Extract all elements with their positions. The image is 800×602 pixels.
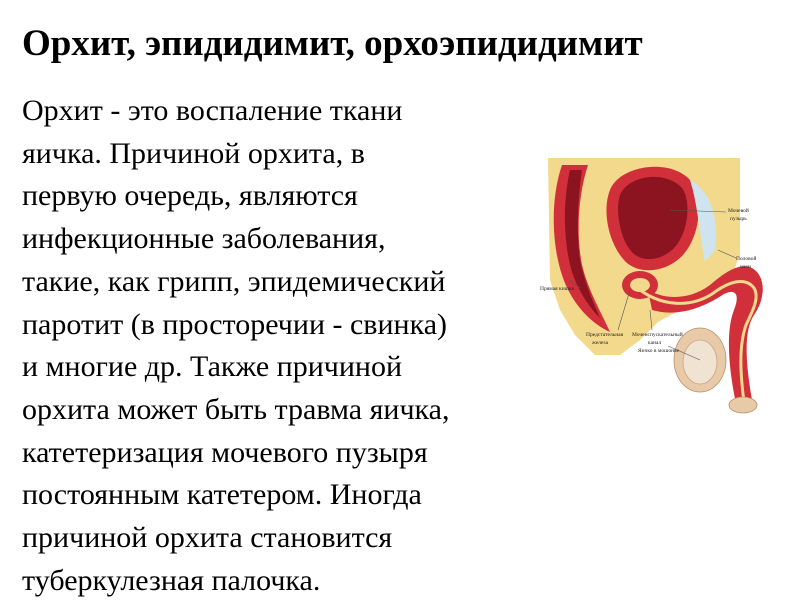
label-bladder-line1: Мочевой <box>728 208 749 214</box>
label-urethra-line1: Мочеиспускательный <box>632 332 683 338</box>
body-line: катетеризация мочевого пузыря <box>22 435 428 469</box>
body-line: первую очередь, являются <box>22 179 358 213</box>
anatomy-drawing <box>540 150 776 418</box>
body-line: яичка. Причиной орхита, в <box>22 136 365 170</box>
label-penis-line1: Половой <box>736 256 757 262</box>
body-line: такие, как грипп, эпидемический <box>22 264 446 298</box>
label-rectum: Прямая кишка <box>540 286 574 292</box>
slide-title: Орхит, эпидидимит, орхоэпидидимит <box>22 23 643 64</box>
body-line: постоянным катетером. Иногда <box>22 478 422 512</box>
label-penis-line2: член <box>740 264 751 270</box>
body-line: орхита может быть травма яичка, <box>22 392 450 426</box>
body-text <box>22 90 449 602</box>
label-prostate-line2: железа <box>592 340 609 346</box>
label-urethra-line2: канал <box>648 340 662 346</box>
body-line: Орхит - это воспаление ткани <box>22 94 403 127</box>
prostate-inner <box>630 278 650 292</box>
body-line: паротит (в просторечии - свинка) <box>22 307 448 341</box>
body-line: инфекционные заболевания, <box>22 222 386 256</box>
glans <box>729 397 757 413</box>
label-prostate-line1: Предстательная <box>586 332 624 338</box>
body-line: и многие др. Также причиной <box>22 350 403 384</box>
label-testicle: Яичко в мошонке <box>638 348 680 354</box>
body-line: туберкулезная палочка. <box>22 563 321 597</box>
anatomy-illustration <box>540 150 776 418</box>
testicle <box>683 340 717 384</box>
body-line: причиной орхита становится <box>22 521 393 555</box>
label-bladder-line2: пузырь <box>730 216 747 222</box>
